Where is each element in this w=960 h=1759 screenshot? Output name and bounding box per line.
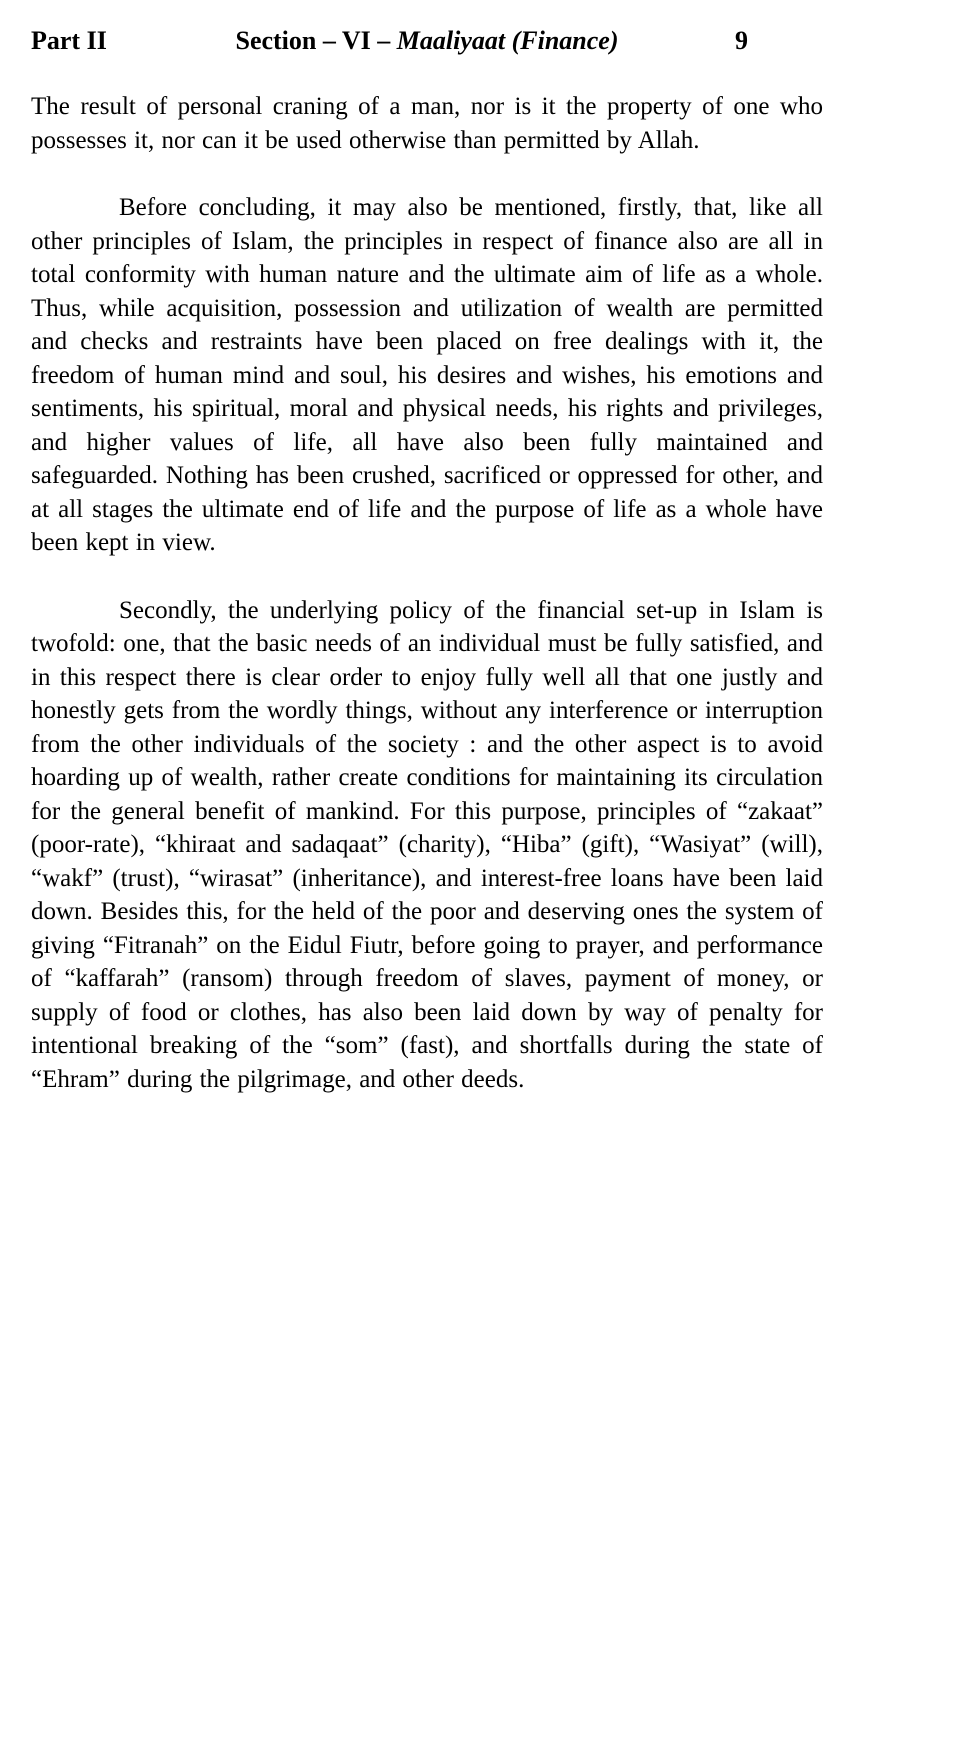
section-title-italic: Maaliyaat (Finance) [396,26,619,55]
section-title [235,26,618,56]
page-header [31,26,823,62]
section-prefix: Section – VI – [235,26,397,55]
part-label: Part II [31,26,107,55]
paragraph: Secondly, the underlying policy of the financial set-up in Islam is twofold: one, that the basic needs of an individual must be fully satisfied, and in this respect there is clear order to enjoy fully well all that one justly and honestly gets from the wordly things, without any interference or interruption from the other individuals of the society : and the other aspect is to avoid hoarding up of wealth, rather create conditions for maintaining its circulation for the general benefit of mankind. For this purpose, principles of “zakaat” (poor-rate), “khiraat and sadaqaat” (charity), “Hiba” (gift), “Wasiyat” (will), “wakf” (trust), “wirasat” (inheritance), and interest-free loans have been laid down. Besides this, for the held of the poor and deserving ones the system of giving “Fitranah” on the Eidul Fiutr, before going to prayer, and performance of “kaffarah” (ransom) through freedom of slaves, payment of money, or supply of food or clothes, has also been laid down by way of penalty for intentional breaking of the “som” (fast), and shortfalls during the state of “Ehram” during the pilgrimage, and other deeds. [31,596,823,1093]
paragraph: The result of personal craning of a man, nor is it the property of one who possesses it, nor can it be used otherwise than permitted by Allah. [31,93,823,154]
page-number: 9 [735,26,748,55]
paragraph: Before concluding, it may also be mentioned, firstly, that, like all other principles of Islam, the principles in respect of finance also are all in total conformity with human nature and the ultimate aim of life as a whole. Thus, while acquisition, possession and utilization of wealth are permitted and checks and restraints have been placed on free dealings with it, the freedom of human mind and soul, his desires and wishes, his emotions and sentiments, his spiritual, moral and physical needs, his rights and privileges, and higher values of life, all have also been fully maintained and safeguarded. Nothing has been crushed, sacrificed or oppressed for other, and at all stages the ultimate end of life and the purpose of life as a whole have been kept in view. [31,194,823,556]
